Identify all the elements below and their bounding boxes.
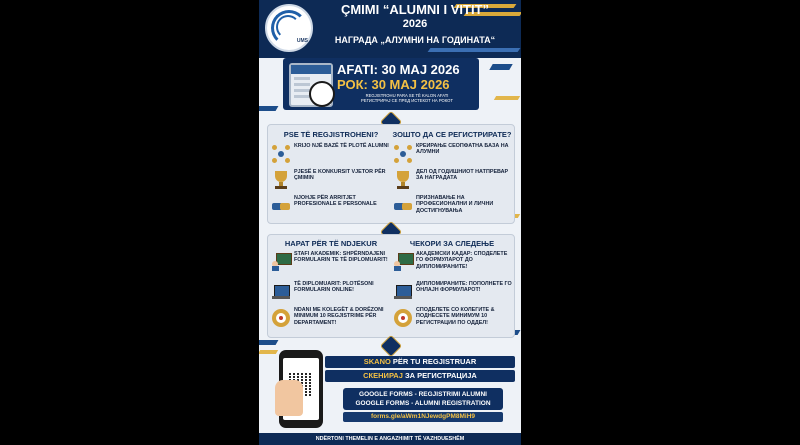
steps-panel [267,234,515,338]
laptop-icon [272,283,290,301]
list-item: ДИПЛОМИРАНИТЕ: ПОПОЛНЕТЕ ГО ОНЛАЈН ФОРМУЛАРОТ! [394,281,512,307]
list-item: NDANI ME KOLEGËT & DORËZONI MINIMUM 10 REGJISTRIME PËR DEPARTAMENT! [272,307,390,337]
target-icon [394,309,412,327]
scan-mk: СКЕНИРАЈ ЗА РЕГИСТРАЦИЈА [325,370,515,382]
list-item: TË DIPLOMUARIT: PLOTËSONI FORMULARIN ONLINE! [272,281,390,307]
handshake-icon [272,197,290,215]
deco-stripe [259,340,278,345]
university-logo [265,4,313,52]
why-panel [267,124,515,224]
deco-stripe [489,64,512,70]
list-item: STAFI AKADEMIK: SHPËRNDAJENI FORMULARIN TE TË DIPLOMUARIT! [272,251,390,279]
laptop-icon [394,283,412,301]
list-item: КРЕИРАЊЕ СЕОПФАТНА БАЗА НА АЛУМНИ [394,143,512,167]
why-title-mk: ЗОШТО ДА СЕ РЕГИСТРИРАТЕ? [392,130,512,139]
title-line1: ÇMIMI “ALUMNI I VITIT” [340,2,490,17]
trophy-icon [272,171,290,189]
teacher-icon [272,253,290,271]
google-forms-box [343,388,503,410]
logo-text: UMS [296,38,308,44]
deadline-sq: AFATI: 30 MAJ 2026 [337,62,460,77]
deco-stripe [259,350,278,354]
why-title-sq: PSE TË REGJISTROHENI? [283,130,379,139]
calendar-icon [289,63,333,107]
steps-title-mk: ЧЕКОРИ ЗА СЛЕДЕЊЕ [409,239,495,248]
title-line3: НАГРАДА „АЛУМНИ НА ГОДИНАТА“ [334,35,496,45]
list-item: ПРИЗНАВАЊЕ НА ПРОФЕСИОНАЛНИ И ЛИЧНИ ДОСТИГНУВАЊА [394,195,512,219]
list-item: NJOHJE PËR ARRITJET PROFESIONALE E PERSONALE [272,195,390,219]
scan-sq: SKANO PËR TU REGJISTRUAR [325,356,515,368]
handshake-icon [394,197,412,215]
list-item: СПОДЕЛЕТЕ СО КОЛЕГИТЕ & ПОДНЕСЕТЕ МИНИМУМ 10 РЕГИСТРАЦИИ ПО ОДДЕЛ! [394,307,512,337]
footer-tagline: NDËRTONI THEMELIN E ANGAZHIMIT TË VAZHDUESHËM [259,433,521,445]
deco-stripe [259,106,278,111]
form-link[interactable]: forms.gle/aWm1NJewdgPM8MiH9 [343,412,503,422]
deadline-note: REGJISTROHU PARA SE TË KALON AFATI РЕГИСТРИРАЈ СЕ ПРЕД ИСТЕКОТ НА РОКОТ [360,93,453,103]
poster [259,0,521,445]
forms-label-en: GOOGLE FORMS - ALUMNI REGISTRATION [355,400,491,407]
teacher-icon [394,253,412,271]
deadline-banner [283,58,479,110]
header [259,0,521,58]
deadline-mk: РОК: 30 МАЈ 2026 [337,77,450,92]
target-icon [272,309,290,327]
alumni-badge-icon [380,335,403,358]
hand-icon [275,380,303,416]
list-item: АКАДЕМСКИ КАДАР: СПОДЕЛЕТЕ ГО ФОРМУЛАРОТ ДО ДИПЛОМИРАНИТЕ! [394,251,512,279]
list-item: PJESË E KONKURSIT VJETOR PËR ÇMIMIN [272,169,390,193]
network-icon [272,145,290,163]
trophy-icon [394,171,412,189]
list-item: ДЕЛ ОД ГОДИШНИОТ НАТПРЕВАР ЗА НАГРАДАТА [394,169,512,193]
forms-label-sq: GOOGLE FORMS - REGJISTRIMI ALUMNI [359,391,487,398]
clock-icon [309,81,335,107]
network-icon [394,145,412,163]
list-item: KRIJO NJË BAZË TË PLOTË ALUMNI [272,143,390,167]
steps-title-sq: HAPAT PËR TË NDJEKUR [284,239,378,248]
deco-stripe [494,96,520,100]
title-line2: 2026 [402,18,428,30]
